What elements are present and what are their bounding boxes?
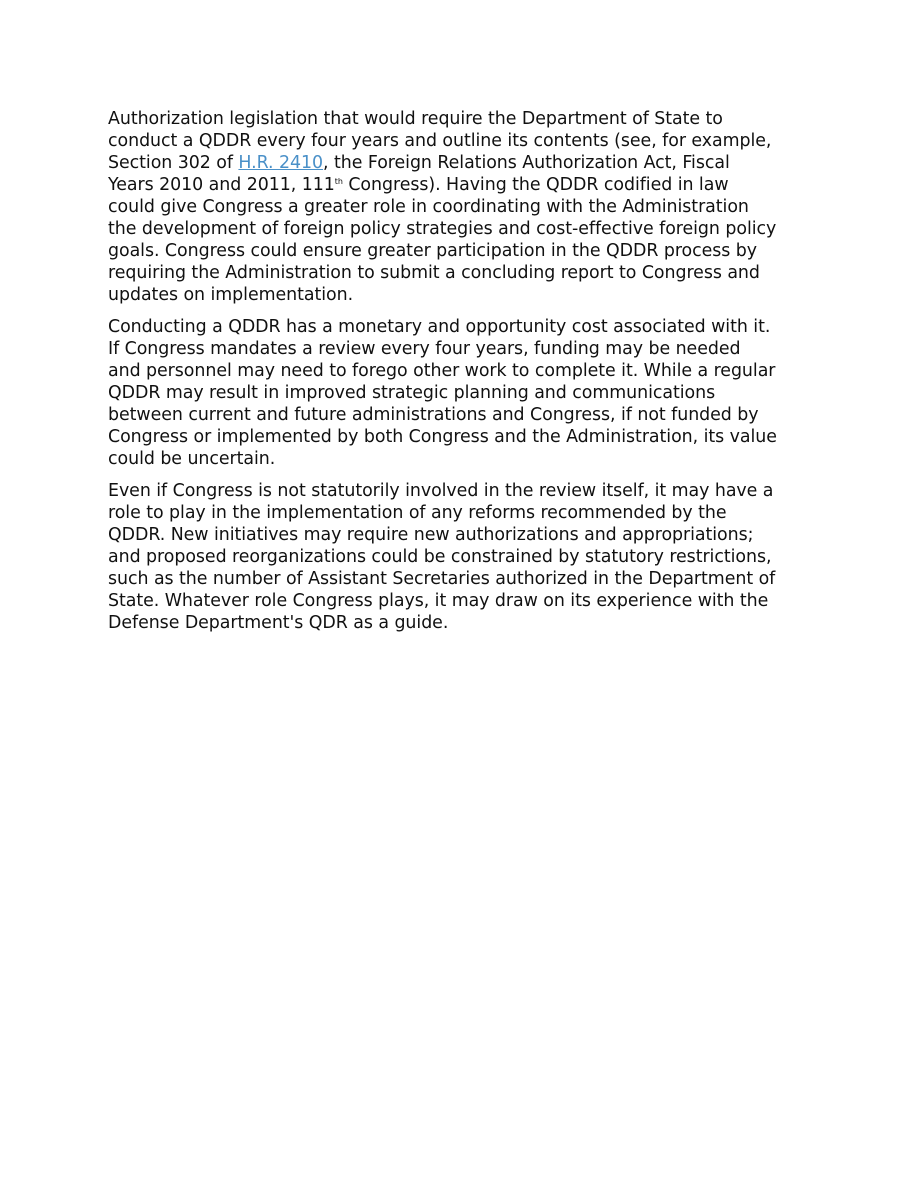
text-line: such as the number of Assistant Secretaries authorized in the Department of — [108, 569, 776, 589]
text-segment: Section 302 of — [108, 153, 239, 173]
ordinal-superscript: th — [334, 177, 343, 186]
text-segment: Years 2010 and 2011, 111 — [108, 175, 335, 195]
text-line: and proposed reorganizations could be constrained by statutory restrictions, — [108, 547, 772, 567]
text-line: between current and future administrations and Congress, if not funded by — [108, 405, 759, 425]
text-line: conduct a QDDR every four years and outline its contents (see, for example, — [108, 131, 772, 151]
text-line: Conducting a QDDR has a monetary and opportunity cost associated with it. — [108, 317, 771, 337]
text-line: If Congress mandates a review every four years, funding may be needed — [108, 339, 741, 359]
text-segment: , the Foreign Relations Authorization Act, Fiscal — [323, 153, 730, 173]
text-line: Defense Department's QDR as a guide. — [108, 613, 449, 633]
text-line-with-link — [108, 152, 820, 174]
text-line: Congress or implemented by both Congress and the Administration, its value — [108, 427, 777, 447]
text-line: role to play in the implementation of any reforms recommended by the — [108, 503, 727, 523]
text-line: updates on implementation. — [108, 285, 354, 305]
text-line: goals. Congress could ensure greater participation in the QDDR process by — [108, 241, 758, 261]
paragraph-cost — [108, 316, 820, 470]
text-line-with-superscript — [108, 174, 820, 196]
text-line: QDDR may result in improved strategic planning and communications — [108, 383, 716, 403]
text-line: QDDR. New initiatives may require new authorizations and appropriations; — [108, 525, 754, 545]
text-segment: Congress). Having the QDDR codified in law — [342, 175, 729, 195]
text-line: the development of foreign policy strategies and cost-effective foreign policy — [108, 219, 777, 239]
text-line: and personnel may need to forego other work to complete it. While a regular — [108, 361, 776, 381]
text-line: requiring the Administration to submit a concluding report to Congress and — [108, 263, 760, 283]
text-line: Even if Congress is not statutorily involved in the review itself, it may have a — [108, 481, 774, 501]
text-line: Authorization legislation that would require the Department of State to — [108, 109, 723, 129]
paragraph-implementation — [108, 480, 820, 634]
paragraph-authorization — [108, 108, 820, 306]
text-line: could give Congress a greater role in coordinating with the Administration — [108, 197, 749, 217]
hr-2410-link[interactable]: H.R. 2410 — [238, 153, 324, 173]
text-line: could be uncertain. — [108, 449, 276, 469]
document-body — [108, 108, 820, 644]
text-line: State. Whatever role Congress plays, it may draw on its experience with the — [108, 591, 769, 611]
